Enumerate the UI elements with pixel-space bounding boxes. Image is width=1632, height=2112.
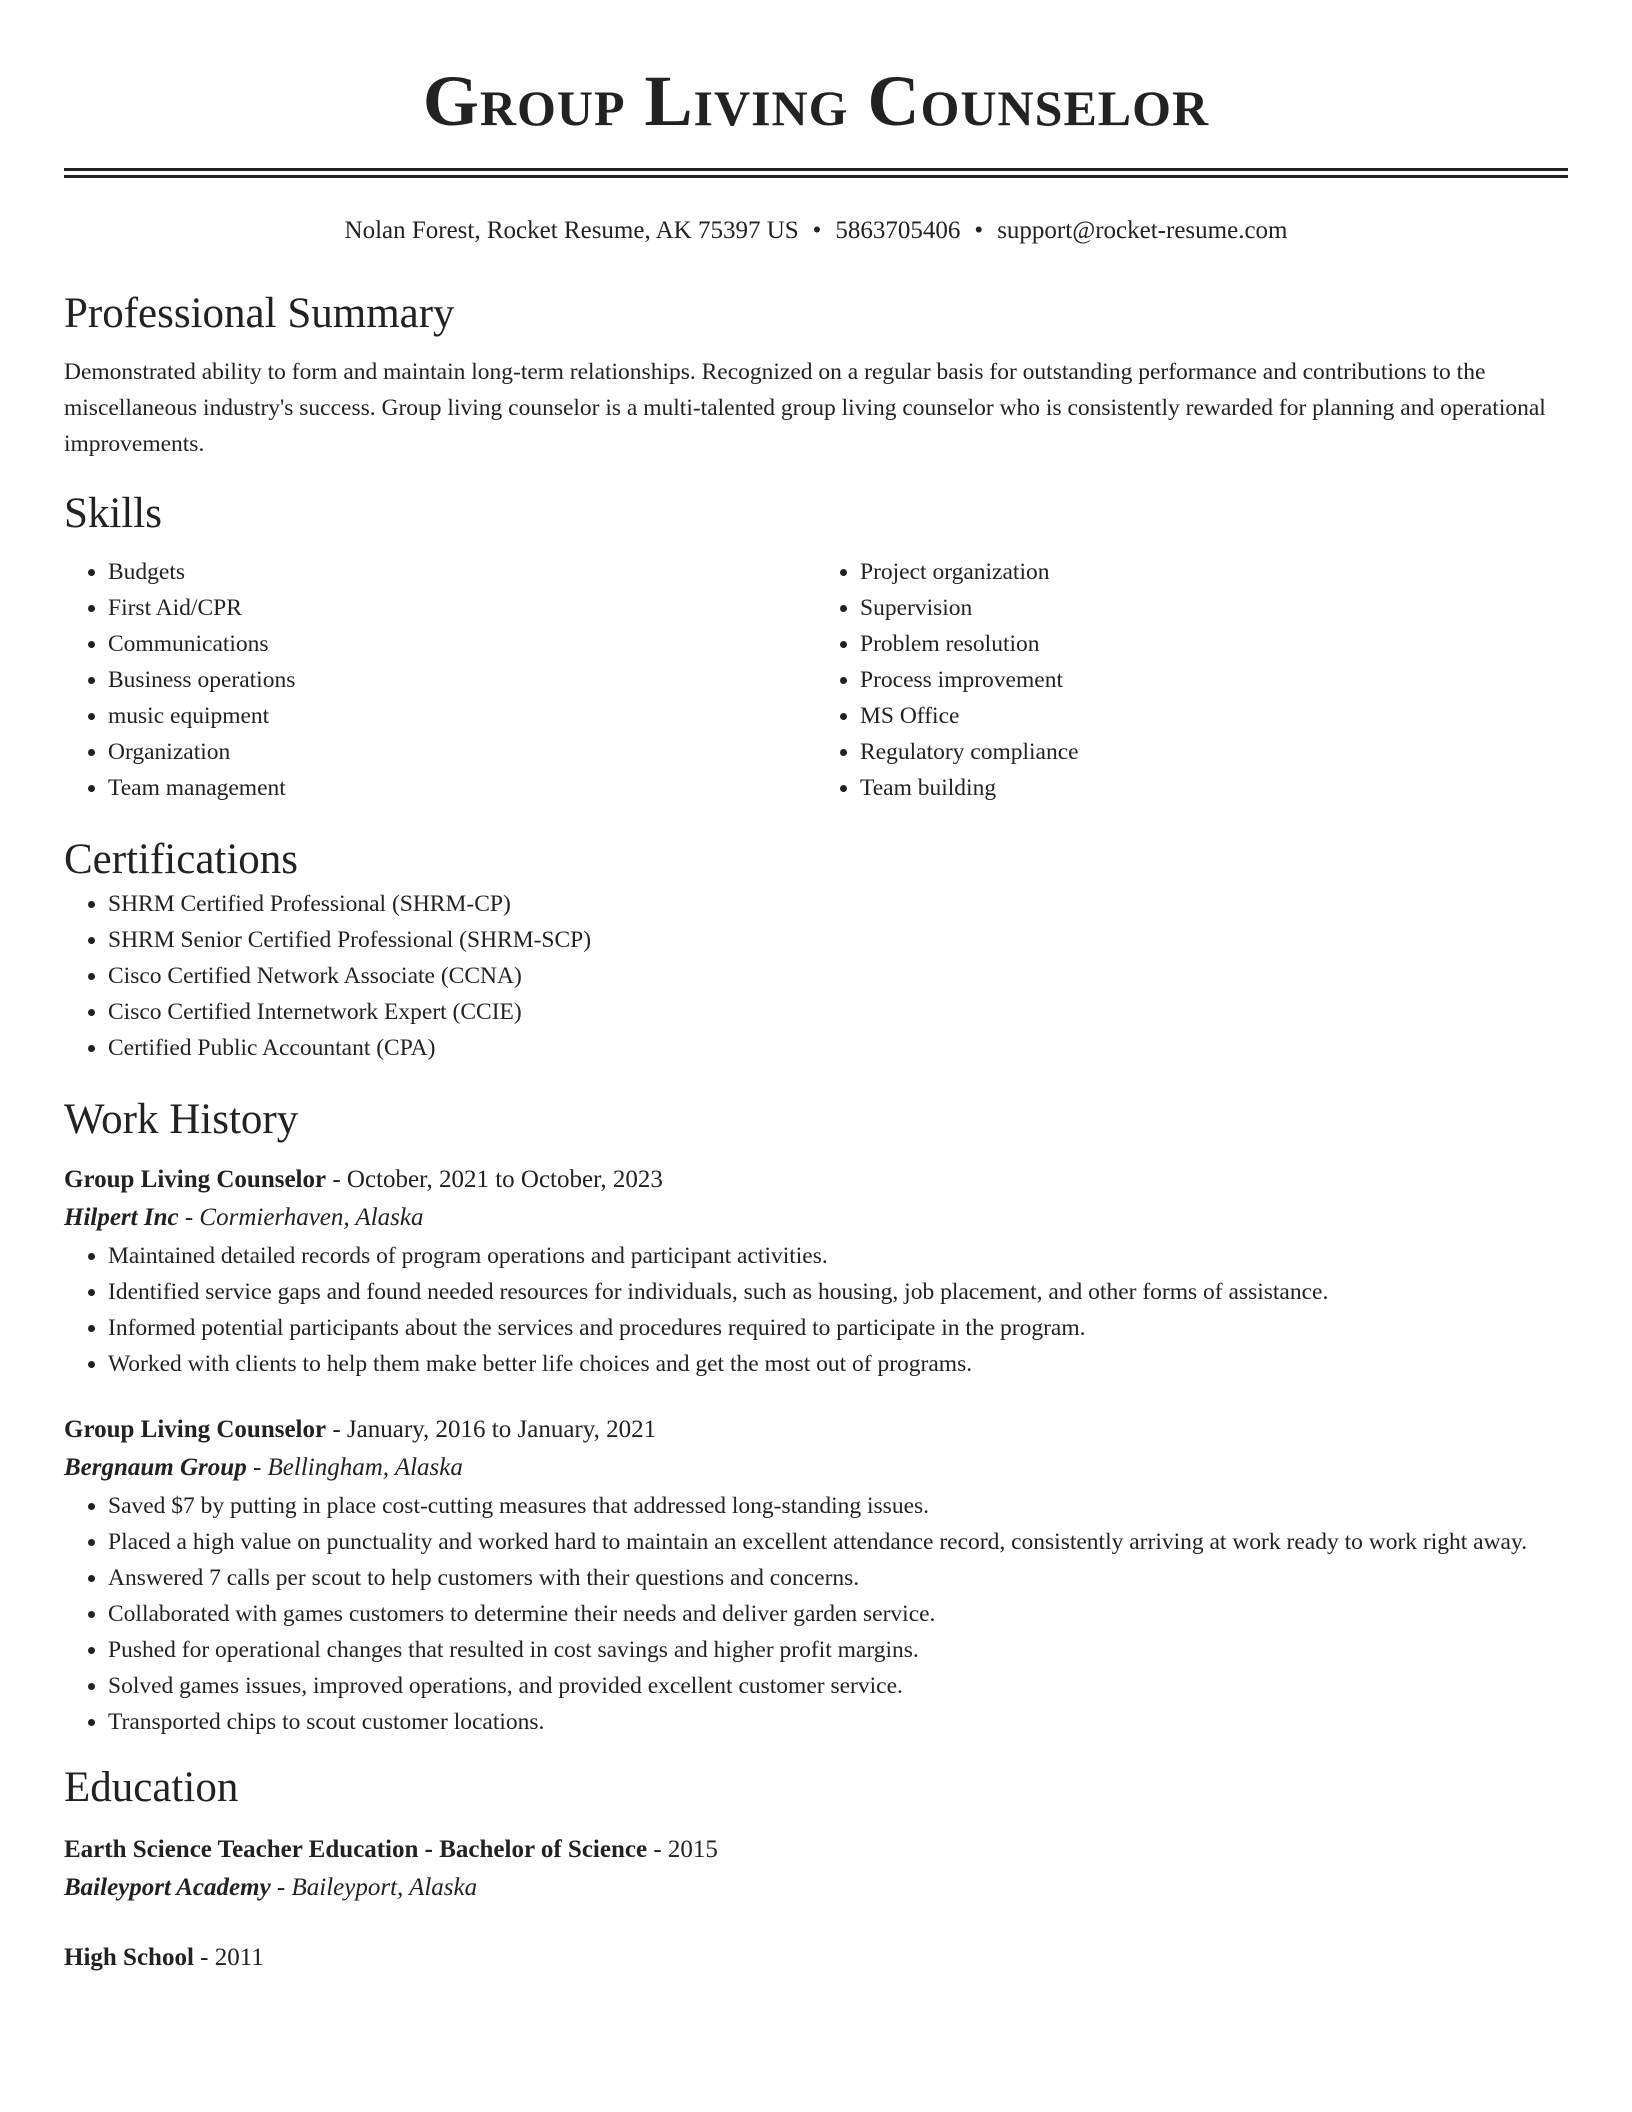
education-year: - 2015	[647, 1836, 718, 1863]
skill-item: • Process improvement	[860, 662, 1568, 698]
job-bullet: • Placed a high value on punctuality and worked hard to maintain an excellent attendance record, consistently arriving at work ready to work right away.	[108, 1524, 1568, 1560]
education-year: - 2011	[193, 1944, 264, 1971]
job-location: - Cormierhaven, Alaska	[178, 1204, 424, 1231]
job-company-line	[64, 1448, 1568, 1488]
job-company-line	[64, 1198, 1568, 1238]
skill-item: • MS Office	[860, 698, 1568, 734]
contact-separator: •	[812, 217, 822, 244]
job-company: Bergnaum Group	[64, 1454, 247, 1481]
education-heading: Education	[64, 1764, 239, 1811]
skill-item: • music equipment	[108, 698, 816, 734]
certification-item: • SHRM Certified Professional (SHRM-CP)	[108, 886, 1568, 922]
education-degree: Earth Science Teacher Education - Bachelor of Science	[64, 1836, 648, 1863]
skill-item: • Team building	[860, 770, 1568, 806]
summary-heading: Professional Summary	[64, 290, 455, 337]
job-bullet: • Transported chips to scout customer locations.	[108, 1704, 1568, 1740]
job-bullets	[64, 1238, 1568, 1382]
contact-line	[64, 214, 1568, 248]
skill-item: • Budgets	[108, 554, 816, 590]
contact-email: support@rocket-resume.com	[997, 217, 1288, 244]
skill-item: • Team management	[108, 770, 816, 806]
education-header	[64, 1832, 1568, 1868]
job-bullet: • Saved $7 by putting in place cost-cutting measures that addressed long-standing issues.	[108, 1488, 1568, 1524]
job-bullet: • Answered 7 calls per scout to help customers with their questions and concerns.	[108, 1560, 1568, 1596]
skill-item: • Problem resolution	[860, 626, 1568, 662]
title-divider	[64, 168, 1568, 178]
resume-title: Group Living Counselor	[422, 61, 1210, 141]
job-role: Group Living Counselor	[64, 1416, 327, 1443]
skills-heading: Skills	[64, 490, 162, 537]
skills-list-right	[816, 554, 1568, 806]
education-degree: High School	[64, 1944, 194, 1971]
work-history-heading: Work History	[64, 1096, 299, 1143]
job-bullets	[64, 1488, 1568, 1740]
skills-list-left	[64, 554, 816, 806]
contact-separator: •	[974, 217, 984, 244]
job-dates: - January, 2016 to January, 2021	[326, 1416, 657, 1443]
skill-item: • Supervision	[860, 590, 1568, 626]
certifications-list	[64, 886, 1568, 1066]
job-dates: - October, 2021 to October, 2023	[326, 1166, 663, 1193]
certification-item: • SHRM Senior Certified Professional (SHRM-SCP)	[108, 922, 1568, 958]
skill-item: • Communications	[108, 626, 816, 662]
skill-item: • Project organization	[860, 554, 1568, 590]
job-company: Hilpert Inc	[64, 1204, 179, 1231]
job-header	[64, 1162, 1568, 1198]
certifications-heading: Certifications	[64, 836, 299, 883]
contact-phone: 5863705406	[835, 217, 961, 244]
job-bullet: • Worked with clients to help them make better life choices and get the most out of programs.	[108, 1346, 1568, 1382]
job-bullet: • Pushed for operational changes that resulted in cost savings and higher profit margins.	[108, 1632, 1568, 1668]
job-role: Group Living Counselor	[64, 1166, 327, 1193]
certification-item: • Certified Public Accountant (CPA)	[108, 1030, 1568, 1066]
skills-columns	[64, 554, 1568, 806]
job-header	[64, 1412, 1568, 1448]
job-bullet: • Informed potential participants about the services and procedures required to participate in the program.	[108, 1310, 1568, 1346]
job-bullet: • Collaborated with games customers to determine their needs and deliver garden service.	[108, 1596, 1568, 1632]
education-location: - Baileyport, Alaska	[270, 1874, 478, 1901]
certification-item: • Cisco Certified Internetwork Expert (CCIE)	[108, 994, 1568, 1030]
education-school-line	[64, 1868, 1568, 1908]
education-header	[64, 1940, 1568, 1976]
skill-item: • Business operations	[108, 662, 816, 698]
education-school: Baileyport Academy	[64, 1874, 271, 1901]
contact-address: Nolan Forest, Rocket Resume, AK 75397 US	[344, 217, 799, 244]
skill-item: • Organization	[108, 734, 816, 770]
certification-item: • Cisco Certified Network Associate (CCNA)	[108, 958, 1568, 994]
skill-item: • First Aid/CPR	[108, 590, 816, 626]
summary-text: Demonstrated ability to form and maintain long-term relationships. Recognized on a regular basis for outstanding performance and contributions to the miscellaneous industry's success. Group living counselor is a multi-talented group living counselor who is consistently rewarded for planning and operational improvements.	[64, 359, 1546, 457]
job-bullet: • Identified service gaps and found needed resources for individuals, such as housing, job placement, and other forms of assistance.	[108, 1274, 1568, 1310]
job-bullet: • Maintained detailed records of program operations and participant activities.	[108, 1238, 1568, 1274]
skill-item: • Regulatory compliance	[860, 734, 1568, 770]
job-bullet: • Solved games issues, improved operations, and provided excellent customer service.	[108, 1668, 1568, 1704]
job-location: - Bellingham, Alaska	[246, 1454, 463, 1481]
